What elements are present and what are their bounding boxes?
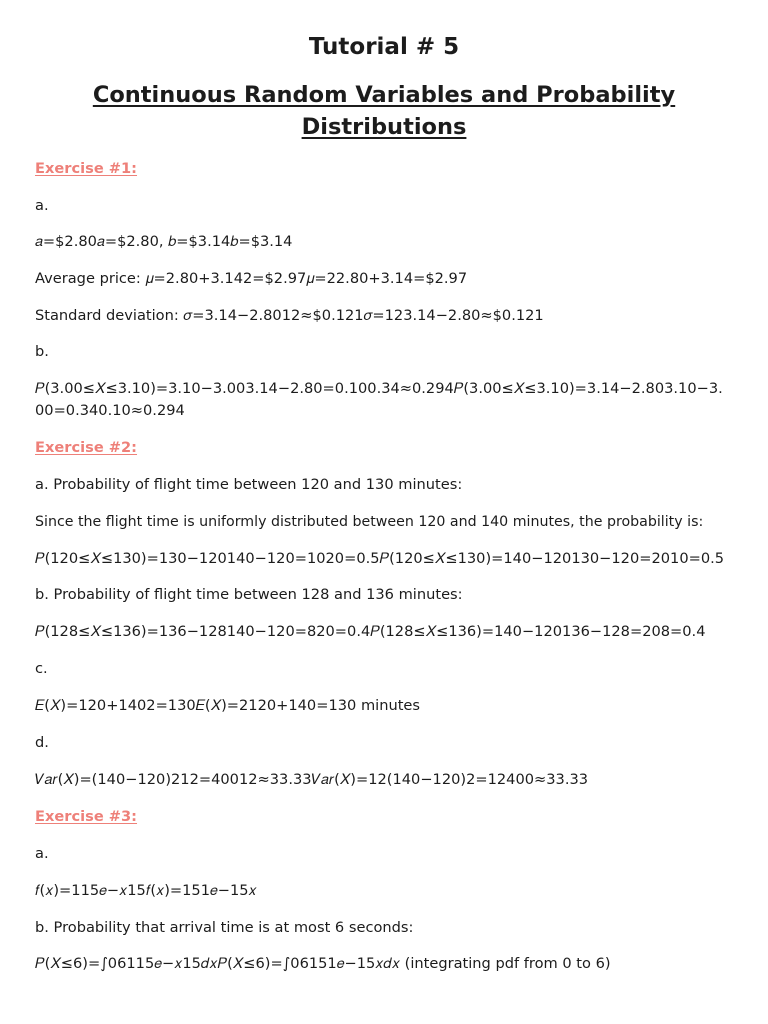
exercise-2-line: 𝑃(120≤𝑋≤130)=130−120140−120=1020=0.5𝑃(120≤𝑋≤130)=140−120130−120=2010=0.5 xyxy=(35,550,725,567)
exercise-3-line: 𝑓(𝑥)=115𝑒−𝑥15𝑓(𝑥)=151𝑒−15𝑥 xyxy=(35,882,257,899)
exercise-3-line: a. xyxy=(35,845,49,862)
exercise-1-heading: Exercise #1: xyxy=(35,160,138,177)
exercise-1-line: 𝑎=$2.80𝑎=$2.80, 𝑏=$3.14𝑏=$3.14 xyxy=(35,233,293,250)
exercise-1-line: Average price: 𝜇=2.80+3.142=$2.97𝜇=22.80+3.14=$2.97 xyxy=(35,270,468,287)
exercise-2-line: b. Probability of flight time between 128 and 136 minutes: xyxy=(35,586,463,603)
page-title: Tutorial # 5 xyxy=(308,34,460,60)
exercise-2-line: 𝑉𝑎𝑟(𝑋)=(140−120)212=40012≈33.33𝑉𝑎𝑟(𝑋)=12(140−120)2=12400≈33.33 xyxy=(35,771,589,788)
page-subtitle: Continuous Random Variables and Probability Distributions xyxy=(92,82,676,140)
exercise-2-heading: Exercise #2: xyxy=(35,439,138,456)
exercise-2-line: Since the flight time is uniformly distributed between 120 and 140 minutes, the probability is: xyxy=(35,514,704,530)
exercise-3-heading: Exercise #3: xyxy=(35,808,138,825)
exercise-2-line: a. Probability of flight time between 120 and 130 minutes: xyxy=(35,476,463,493)
exercise-2-line: c. xyxy=(35,660,48,677)
exercise-1-line: b. xyxy=(35,343,49,360)
exercise-1-line: Standard deviation: 𝜎=3.14−2.8012≈$0.121𝜎=123.14−2.80≈$0.121 xyxy=(35,307,544,324)
exercise-3-line: b. Probability that arrival time is at most 6 seconds: xyxy=(35,919,414,936)
exercise-1-line: 𝑃(3.00≤𝑋≤3.10)=3.10−3.003.14−2.80=0.100.34≈0.294𝑃(3.00≤𝑋≤3.10)=3.14−2.803.10−3.00=0.340.10≈0.294 xyxy=(35,380,723,419)
exercise-2-line: 𝐸(𝑋)=120+1402=130𝐸(𝑋)=2120+140=130 minutes xyxy=(35,697,421,714)
exercise-2-line: d. xyxy=(35,734,49,751)
exercise-2-line: 𝑃(128≤𝑋≤136)=136−128140−120=820=0.4𝑃(128≤𝑋≤136)=140−120136−128=208=0.4 xyxy=(35,623,706,640)
exercise-1-line: a. xyxy=(35,197,49,214)
exercise-3-line: 𝑃(𝑋≤6)=∫06115𝑒−𝑥15𝑑𝑥𝑃(𝑋≤6)=∫06151𝑒−15𝑥𝑑𝑥 (integrating pdf from 0 to 6) xyxy=(35,955,611,972)
